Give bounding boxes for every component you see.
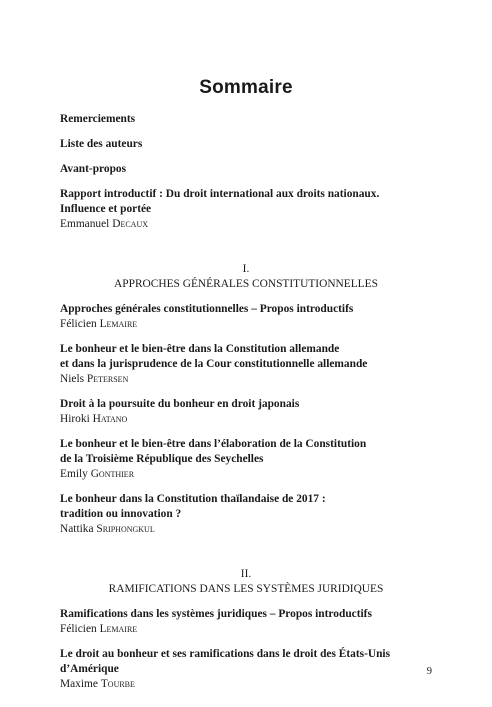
toc-entry-liste-auteurs[interactable] bbox=[60, 137, 432, 152]
toc-entry-author: Hiroki Hatano bbox=[60, 413, 128, 425]
toc-entry[interactable] bbox=[60, 397, 432, 427]
toc-entry-remerciements[interactable] bbox=[60, 112, 432, 127]
toc-entry-title-line2: d’Amérique bbox=[60, 663, 119, 675]
toc-entry-author: Emmanuel Decaux bbox=[60, 218, 148, 230]
toc-entry-title: Avant-propos bbox=[60, 163, 127, 175]
section-heading-1 bbox=[60, 262, 432, 292]
toc-entry-author: Félicien Lemaire bbox=[60, 318, 138, 330]
toc-entry-title-line2: tradition ou innovation ? bbox=[60, 508, 182, 520]
toc-entry-author: Maxime Tourbe bbox=[60, 678, 135, 690]
toc-entry[interactable] bbox=[60, 437, 432, 482]
toc-entry-author: Nattika Sriphongkul bbox=[60, 523, 155, 535]
toc-entry[interactable] bbox=[60, 302, 432, 332]
toc-entry-title-line1: Rapport introductif : Du droit international aux droits nationaux. bbox=[60, 188, 380, 200]
toc-entry-title-line1: Le droit au bonheur et ses ramifications dans le droit des États-Unis bbox=[60, 648, 391, 660]
toc-entry-title-line2: et dans la jurisprudence de la Cour constitutionnelle allemande bbox=[60, 358, 368, 370]
section-title: APPROCHES GÉNÉRALES CONSTITUTIONNELLES bbox=[114, 278, 378, 290]
table-of-contents bbox=[60, 112, 432, 692]
toc-entry[interactable] bbox=[60, 342, 432, 387]
toc-entry-avant-propos[interactable] bbox=[60, 162, 432, 177]
toc-entry-author: Niels Petersen bbox=[60, 373, 129, 385]
toc-entry-title-line2: de la Troisième République des Seychelles bbox=[60, 453, 264, 465]
toc-entry[interactable] bbox=[60, 607, 432, 637]
toc-entry[interactable] bbox=[60, 647, 432, 692]
section-number: I. bbox=[242, 263, 250, 275]
toc-entry-title-line1: Le bonheur et le bien-être dans la Constitution allemande bbox=[60, 343, 340, 355]
toc-entry-rapport-introductif[interactable] bbox=[60, 187, 432, 232]
page-number: 9 bbox=[426, 666, 432, 677]
page-title: Sommaire bbox=[199, 76, 293, 98]
toc-entry-title-line1: Droit à la poursuite du bonheur en droit japonais bbox=[60, 398, 300, 410]
toc-entry-title-line1: Ramifications dans les systèmes juridiques – Propos introductifs bbox=[60, 608, 372, 620]
toc-entry-title-line1: Le bonheur et le bien-être dans l’élaboration de la Constitution bbox=[60, 438, 367, 450]
toc-entry-author: Félicien Lemaire bbox=[60, 623, 138, 635]
toc-entry-title-line1: Le bonheur dans la Constitution thaïlandaise de 2017 : bbox=[60, 493, 326, 505]
section-title: RAMIFICATIONS DANS LES SYSTÈMES JURIDIQUES bbox=[108, 583, 384, 595]
toc-entry-title-line1: Approches générales constitutionnelles – Propos introductifs bbox=[60, 303, 354, 315]
toc-entry[interactable] bbox=[60, 492, 432, 537]
toc-entry-title: Liste des auteurs bbox=[60, 138, 143, 150]
toc-entry-title-line2: Influence et portée bbox=[60, 203, 152, 215]
section-number: II. bbox=[240, 568, 252, 580]
section-heading-2 bbox=[60, 567, 432, 597]
toc-entry-title: Remerciements bbox=[60, 113, 136, 125]
toc-entry-author: Emily Gonthier bbox=[60, 468, 135, 480]
